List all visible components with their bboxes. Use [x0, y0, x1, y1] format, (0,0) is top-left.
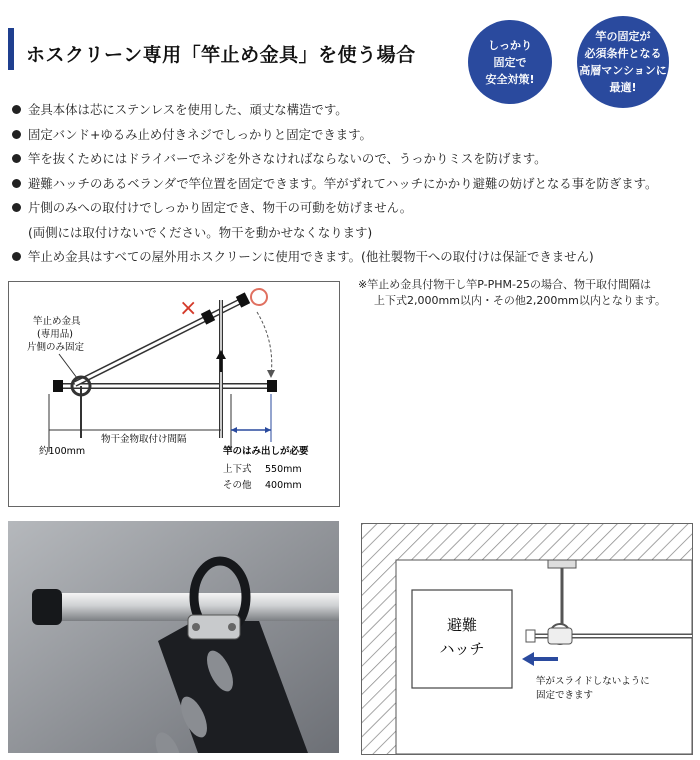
dim-arrow-r: [265, 427, 271, 433]
badge-safety: [468, 20, 552, 104]
badge-safety-line1: しっかり: [488, 38, 532, 52]
badge-highrise-line2: 必須条件となる: [584, 47, 662, 60]
swing-arc: [257, 312, 272, 376]
list-item: [12, 172, 692, 197]
bullet-icon: [12, 105, 21, 114]
bullet-icon: [12, 130, 21, 139]
feature-text: 竿止め金具はすべての屋外用ホスクリーンに使用できます。(他社製物干への取付けは保証できません): [28, 249, 594, 264]
note-line1: ※竿止め金具付物干し竿P-PHM-25の場合、物干取付間隔は: [358, 278, 651, 291]
hatch-box: [412, 590, 512, 688]
bullet-icon: [12, 203, 21, 212]
approx-label: 約100mm: [39, 446, 86, 457]
fitting-photo: [8, 521, 339, 753]
feature-text: 片側のみへの取付けでしっかり固定でき、物干の可動を妨げません。: [28, 200, 413, 215]
pole-tilted-inner: [75, 300, 243, 384]
title-accent-bar: [8, 28, 14, 70]
list-item: [12, 147, 692, 172]
installation-diagram-svg: [9, 282, 339, 506]
hatch-label-2: ハッチ: [439, 640, 485, 658]
hatch-caption-2: 固定できます: [536, 690, 594, 701]
row1-label: 上下式: [223, 464, 252, 475]
photo-rod-cap: [32, 589, 62, 625]
note-line2: 上下式2,000mm以内・その他2,200mm以内となります。: [374, 294, 666, 307]
feature-text: 竿を抜くためにはドライバーでネジを外さなければならないので、うっかりミスを防げます。: [28, 151, 547, 166]
badge-highrise: [577, 16, 669, 108]
hatch-illustration: [361, 523, 693, 755]
installation-diagram: [8, 281, 340, 507]
list-item: [12, 123, 692, 148]
page-title: ホスクリーン専用「竿止め金具」を使う場合: [26, 44, 416, 66]
badge-safety-line2: 固定で: [493, 55, 527, 69]
pole-cap-left: [53, 380, 63, 392]
dim-arrow-l: [231, 427, 237, 433]
fitting-label-1: 竿止め金具: [33, 316, 81, 327]
badge-highrise-line4: 最適!: [609, 81, 637, 94]
spacing-label: 物干金物取付け間隔: [101, 434, 187, 445]
ceiling-mount: [548, 560, 576, 568]
bullet-icon: [12, 179, 21, 188]
fitting-clamp: [548, 628, 572, 644]
feature-list: [12, 98, 692, 270]
fitting-label-3: 片側のみ固定: [27, 342, 85, 353]
feature-text: 金具本体は芯にステンレスを使用した、頑丈な構造です。: [28, 102, 348, 117]
overhang-label: 竿のはみ出しが必要: [223, 446, 309, 457]
pole-cap-right: [267, 380, 277, 392]
fitting-label-2: (専用品): [37, 329, 73, 340]
spacing-note: [358, 277, 666, 309]
bullet-icon: [12, 154, 21, 163]
row2-label: その他: [223, 480, 252, 491]
badge-highrise-line3: 高層マンションに: [579, 64, 667, 77]
pole-end: [526, 630, 535, 642]
hatch-illustration-svg: [362, 524, 692, 754]
row1-value: 550mm: [265, 464, 302, 475]
feature-text: 避難ハッチのあるベランダで竿位置を固定できます。竿がずれてハッチにかかり避難の妨げとなる事を防ぎます。: [28, 175, 658, 191]
ok-mark-icon: [251, 289, 267, 305]
feature-text: 固定バンド+ゆるみ止め付きネジでしっかりと固定できます。: [28, 126, 372, 142]
fitting-photo-svg: [8, 521, 339, 753]
badge-safety-line3: 安全対策!: [485, 72, 535, 86]
hatch-caption-1: 竿がスライドしないように: [536, 676, 650, 687]
badge-highrise-line1: 竿の固定が: [595, 30, 651, 43]
list-item: [12, 98, 692, 123]
list-item: [12, 196, 692, 221]
hatch-label-1: 避難: [446, 616, 478, 634]
list-item: [12, 245, 692, 270]
bullet-icon: [12, 252, 21, 261]
ng-mark-icon: ×: [179, 296, 198, 321]
arrow-up-icon: [216, 350, 226, 359]
fitting-leader: [59, 354, 77, 378]
row2-value: 400mm: [265, 480, 302, 491]
photo-screw-icon: [192, 623, 200, 631]
list-item-sub: (両側には取付けないでください。物干を動かせなくなります): [28, 224, 373, 240]
swing-arrow-icon: [267, 370, 275, 378]
photo-screw-icon: [228, 623, 236, 631]
